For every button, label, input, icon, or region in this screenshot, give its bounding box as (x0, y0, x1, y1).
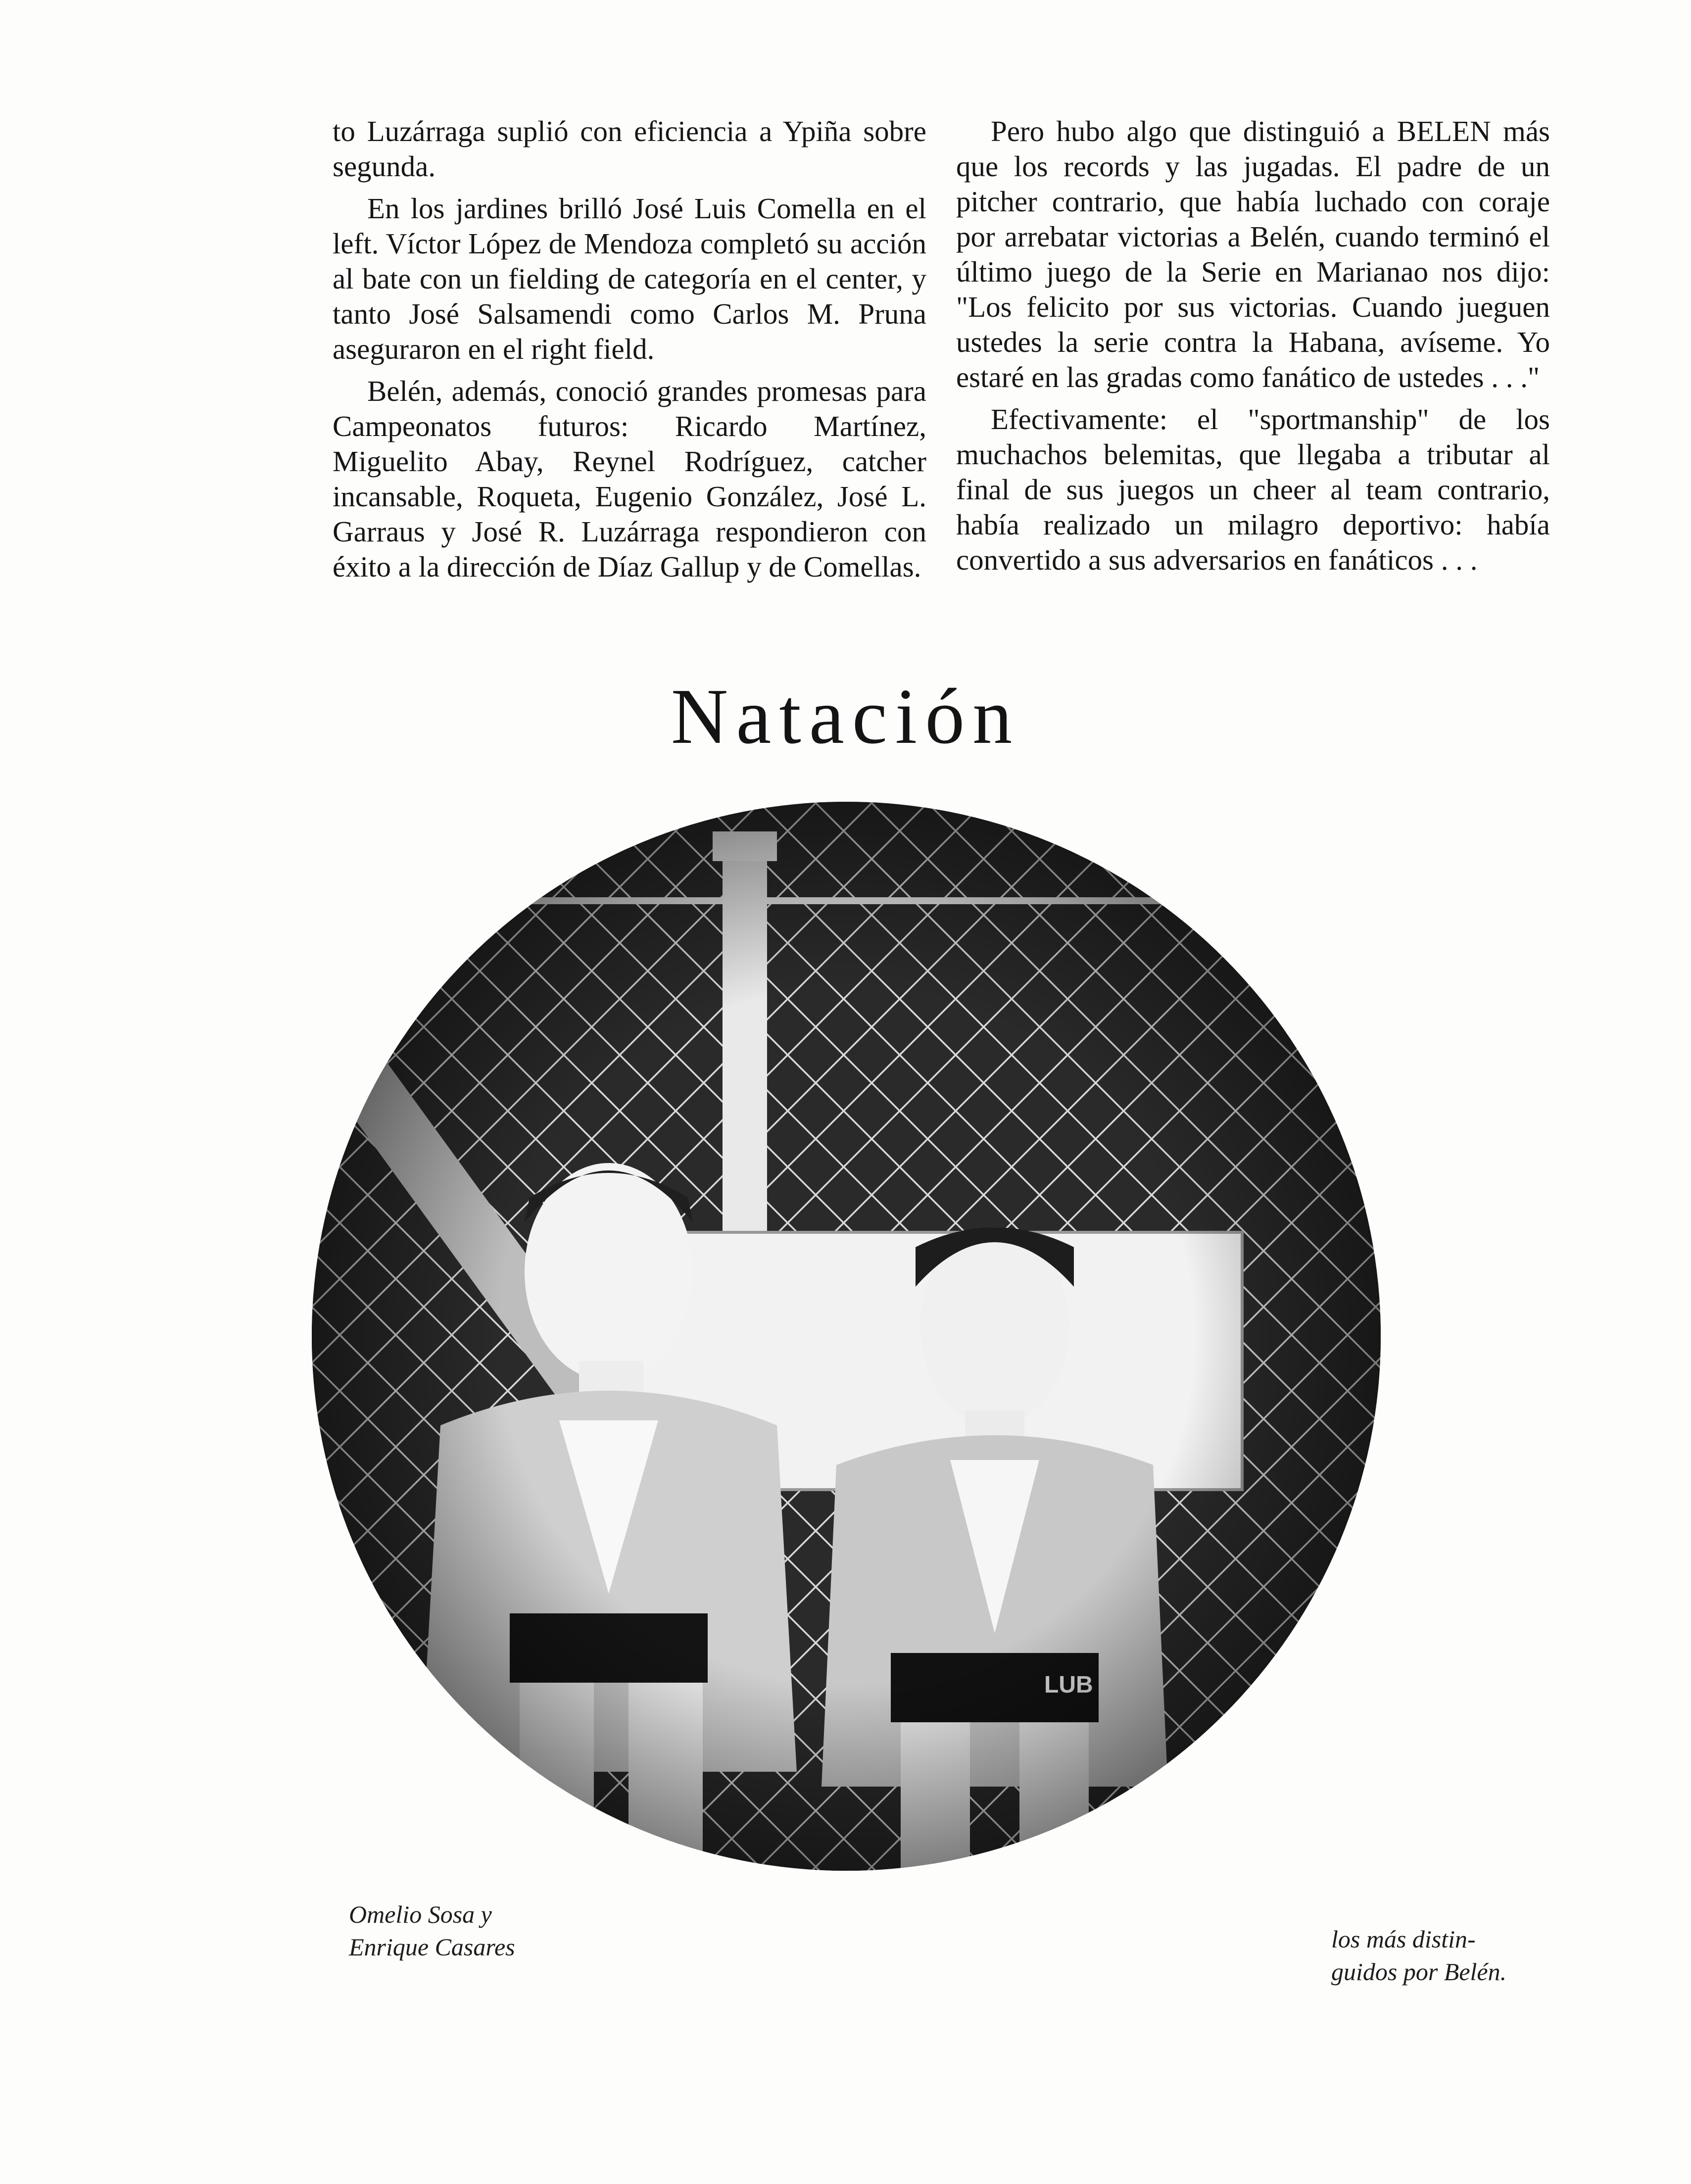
paragraph: Pero hubo algo que distinguió a BELEN más que los records y las jugadas. El padre de un pitcher contrario, que había luchado con coraje por arrebatar victorias a Belén, cuando terminó el último juego de la Serie en Marianao nos dijo: "Los felicito por sus victorias. Cuando jueguen ustedes la serie contra la Habana, avíseme. Yo estaré en las gradas como fanático de ustedes . . ." (956, 115, 1550, 393)
paragraph: Belén, además, conoció grandes promesas para Campeonatos futuros: Ricardo Martínez, Miguelito Abay, Reynel Rodríguez, catcher incansable, Roqueta, Eugenio González, José L. Garraus y José R. Luzárraga respondieron con éxito a la dirección de Díaz Gallup y de Comellas. (333, 375, 926, 583)
caption-line: Omelio Sosa y (349, 1900, 492, 1928)
caption-line: Enrique Casares (349, 1933, 515, 1961)
swimmers-photo (312, 802, 1381, 1871)
photo-caption-right (1331, 1923, 1506, 1988)
paragraph: Efectivamente: el "sportmanship" de los muchachos belemitas, que llegaba a tributar al final de sus juegos un cheer al team contrario, había realizado un milagro deportivo: había convertido a sus adversarios en fanáticos . . . (956, 403, 1550, 576)
section-heading: Natación (671, 672, 1020, 760)
article-right-column (956, 114, 1550, 584)
caption-line: guidos por Belén. (1331, 1958, 1507, 1986)
caption-line: los más distin- (1331, 1925, 1476, 1953)
paragraph: En los jardines brilló José Luis Comella en el left. Víctor López de Mendoza completó su acción al bate con un fielding de categoría en el center, y tanto José Salsamendi como Carlos M. Pruna aseguraron en el right field. (333, 192, 926, 365)
paragraph: to Luzárraga suplió con eficiencia a Ypiña sobre segunda. (333, 115, 926, 183)
article-left-column (333, 114, 926, 591)
photo-caption-left (349, 1898, 515, 1963)
